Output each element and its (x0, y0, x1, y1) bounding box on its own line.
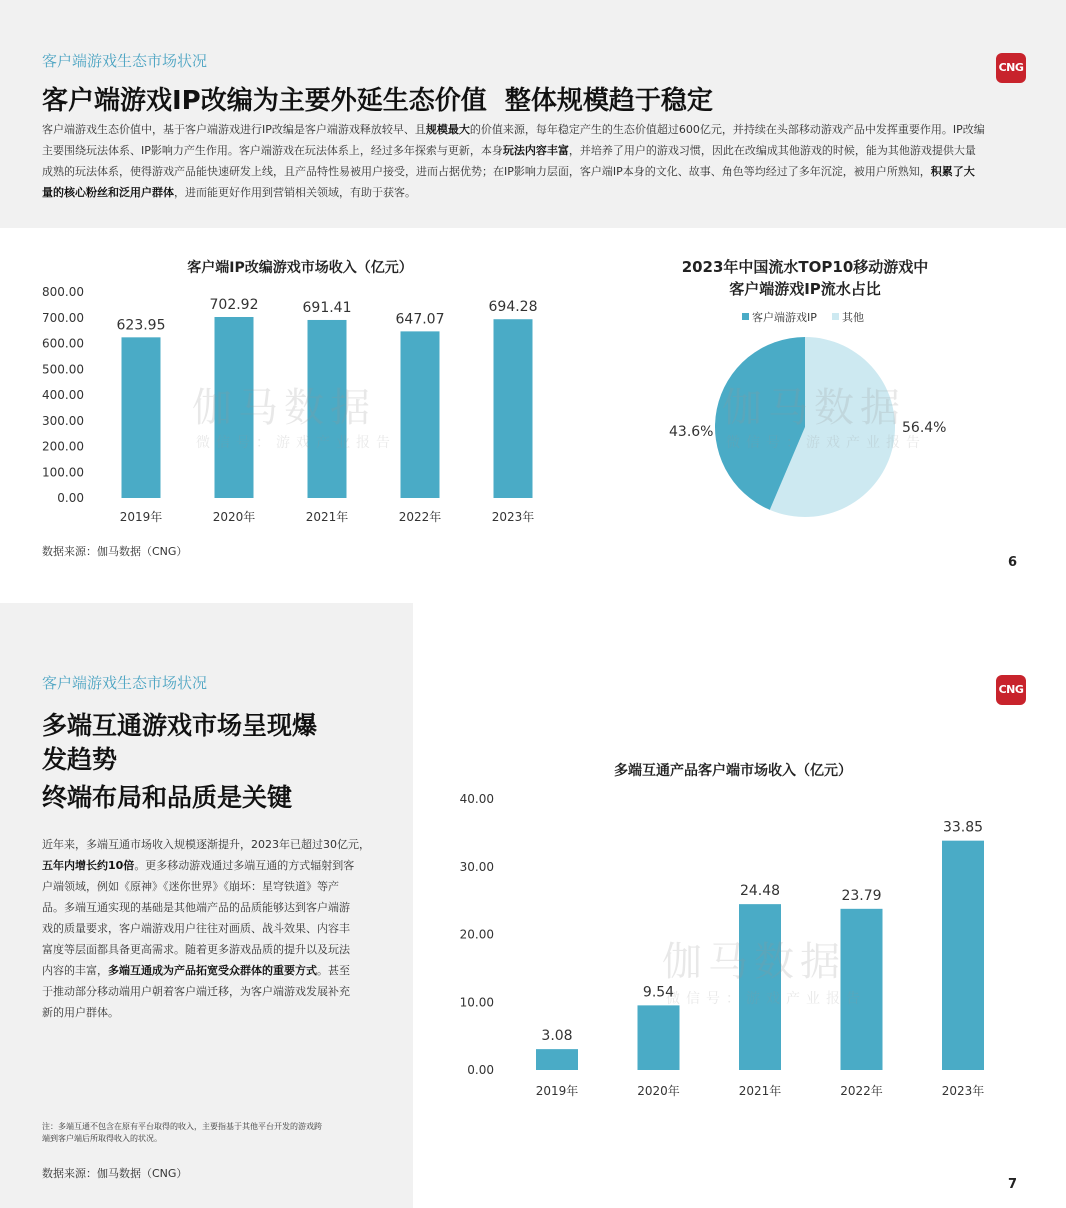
body-text-run: 。甚至 (317, 964, 350, 977)
x-tick-label: 2023年 (941, 1084, 985, 1098)
bar (401, 331, 440, 498)
data-label: 691.41 (302, 299, 352, 316)
body-line (42, 834, 387, 855)
body-text-bold: 积累了大 (930, 165, 975, 178)
bar (536, 1049, 578, 1070)
bar (122, 337, 161, 498)
page7-body-text (42, 834, 387, 1023)
data-label: 702.92 (209, 296, 259, 313)
page7-note-line2: 端到客户端后所取得收入的状况。 (42, 1134, 162, 1143)
body-line (42, 981, 387, 1002)
watermark-subtext: 微信号：游戏产业报告 (726, 435, 926, 451)
data-label: 647.07 (395, 311, 445, 328)
cng-logo: CNG (996, 53, 1026, 83)
body-line (42, 918, 387, 939)
body-line (42, 939, 387, 960)
y-tick-label: 0.00 (57, 491, 84, 505)
data-label: 3.08 (541, 1028, 573, 1045)
legend-label: 客户端游戏IP (752, 311, 817, 324)
body-text-bold: 量的核心粉丝和泛用户群体 (42, 186, 174, 199)
y-tick-label: 500.00 (42, 362, 84, 377)
x-tick-label: 2020年 (637, 1084, 680, 1098)
body-text-run: 近年来，多端互通市场收入规模逐渐提升，2023年已超过30亿元， (42, 838, 370, 851)
body-text-bold: 玩法内容丰富 (502, 144, 569, 157)
y-tick-label: 400.00 (42, 388, 84, 402)
page7-note-line1: 注：多端互通不包含在原有平台取得的收入，主要指基于其他平台开发的游戏跨 (42, 1122, 322, 1131)
y-tick-label: 700.00 (42, 310, 84, 325)
body-line (42, 182, 1032, 203)
body-text-bold: 五年内增长约10倍 (42, 859, 135, 872)
bar (942, 841, 984, 1070)
body-text-run: 品。多端互通实现的基础是其他端产品的品质能够达到客户端游 (42, 901, 350, 914)
x-tick-label: 2023年 (491, 510, 535, 524)
watermark-text: 伽马数据 (722, 385, 906, 431)
data-label: 33.85 (942, 819, 984, 836)
page7-section-tag: 客户端游戏生态市场状况 (42, 674, 208, 692)
y-tick-label: 600.00 (42, 336, 84, 351)
body-text-bold: 多端互通成为产品拓宽受众群体的重要方式 (108, 964, 317, 977)
body-text-run: 。更多移动游戏通过多端互通的方式辐射到客 (134, 859, 355, 872)
body-text-run: 新的用户群体。 (42, 1006, 119, 1019)
x-tick-label: 2021年 (738, 1084, 782, 1098)
chart3-title: 多端互通产品客户端市场收入（亿元） (614, 763, 852, 779)
body-text-run: ，并培养了用户的游戏习惯，因此在改编成其他游戏的时候，能为其他游戏提供大量 (568, 144, 976, 157)
bar (494, 319, 533, 498)
watermark-text: 伽马数据 (662, 939, 846, 985)
y-tick-label: 200.00 (42, 439, 84, 454)
body-text-run: 富度等层面都具备更高需求。随着更多游戏品质的提升以及玩法 (42, 943, 350, 956)
x-tick-label: 2019年 (119, 510, 163, 524)
body-line (42, 1002, 387, 1023)
body-text-run: 客户端游戏生态价值中，基于客户端游戏进行IP改编是客户端游戏释放较早、且 (42, 123, 426, 136)
pie-data-label: 43.6% (669, 424, 714, 440)
page6-section-tag: 客户端游戏生态市场状况 (42, 52, 208, 70)
page7-source: 数据来源：伽马数据（CNG） (42, 1167, 188, 1180)
data-label: 623.95 (116, 317, 166, 334)
body-line (42, 161, 1032, 182)
watermark-subtext: 微信号：游戏产业报告 (196, 435, 396, 451)
watermark-subtext: 微信号：游戏产业报告 (666, 991, 866, 1007)
body-line (42, 897, 387, 918)
body-line (42, 119, 1032, 140)
body-text-run: 内容的丰富， (42, 964, 108, 977)
y-tick-label: 30.00 (459, 859, 494, 874)
data-label: 24.48 (739, 883, 781, 900)
legend-swatch (832, 313, 839, 320)
y-tick-label: 20.00 (459, 927, 494, 942)
chart2-title-line2: 客户端游戏IP流水占比 (729, 280, 881, 298)
y-tick-label: 800.00 (42, 285, 84, 299)
x-tick-label: 2019年 (535, 1084, 579, 1098)
page7-headline-line3: 终端布局和品质是关键 (42, 783, 293, 812)
page7-number: 7 (1008, 1177, 1018, 1192)
legend-label: 其他 (842, 311, 864, 324)
body-text-run: 的价值来源，每年稳定产生的生态价值超过600亿元，并持续在头部移动游戏产品中发挥重要作用。IP改编 (469, 123, 985, 136)
page6-headline: 客户端游戏IP改编为主要外延生态价值 整体规模趋于稳定 (42, 86, 713, 116)
bar (638, 1005, 680, 1070)
data-label: 23.79 (841, 887, 882, 904)
data-label: 9.54 (642, 984, 675, 1001)
x-tick-label: 2020年 (212, 510, 256, 524)
page6-source: 数据来源：伽马数据（CNG） (42, 545, 188, 558)
body-line (42, 140, 1032, 161)
y-tick-label: 300.00 (42, 413, 84, 428)
body-text-run: 于推动部分移动端用户朝着客户端迁移，为客户端游戏发展补充 (42, 985, 350, 998)
pie-data-label: 56.4% (902, 420, 947, 436)
y-tick-label: 0.00 (467, 1063, 494, 1077)
page7-headline-line1: 多端互通游戏市场呈现爆 (42, 711, 318, 740)
body-text-bold: 规模最大 (425, 123, 470, 136)
cng-logo: CNG (996, 675, 1026, 705)
watermark-text: 伽马数据 (192, 385, 376, 431)
body-line (42, 876, 387, 897)
body-text-run: 成熟的玩法体系，使得游戏产品能快速研发上线，且产品特性易被用户接受，进而占据优势；在IP影响力层面，客户端IP本身的文化、故事、角色等均经过了多年沉淀，被用户所熟知， (42, 165, 931, 178)
page6-number: 6 (1008, 555, 1018, 570)
x-tick-label: 2021年 (305, 510, 349, 524)
chart1-title: 客户端IP改编游戏市场收入（亿元） (187, 260, 413, 276)
x-tick-label: 2022年 (398, 510, 442, 524)
chart2-title-line1: 2023年中国流水TOP10移动游戏中 (681, 258, 929, 276)
body-line (42, 960, 387, 981)
page7-headline-line2: 发趋势 (42, 745, 118, 774)
body-line (42, 855, 387, 876)
y-tick-label: 100.00 (42, 465, 84, 480)
y-tick-label: 10.00 (459, 995, 494, 1010)
page6-body-text (42, 119, 1032, 203)
body-text-run: ，进而能更好作用到营销相关领域，有助于获客。 (174, 186, 416, 199)
x-tick-label: 2022年 (840, 1084, 883, 1098)
body-text-run: 户端领域，例如《原神》《迷你世界》《崩坏：星穹铁道》等产 (42, 880, 339, 893)
y-tick-label: 40.00 (459, 792, 494, 806)
body-text-run: 主要围绕玩法体系、IP影响力产生作用。客户端游戏在玩法体系上，经过多年探索与更新，本身 (42, 144, 503, 157)
legend-swatch (742, 313, 749, 320)
body-text-run: 戏的质量要求，客户端游戏用户往往对画质、战斗效果、内容丰 (42, 922, 350, 935)
data-label: 694.28 (488, 299, 538, 316)
